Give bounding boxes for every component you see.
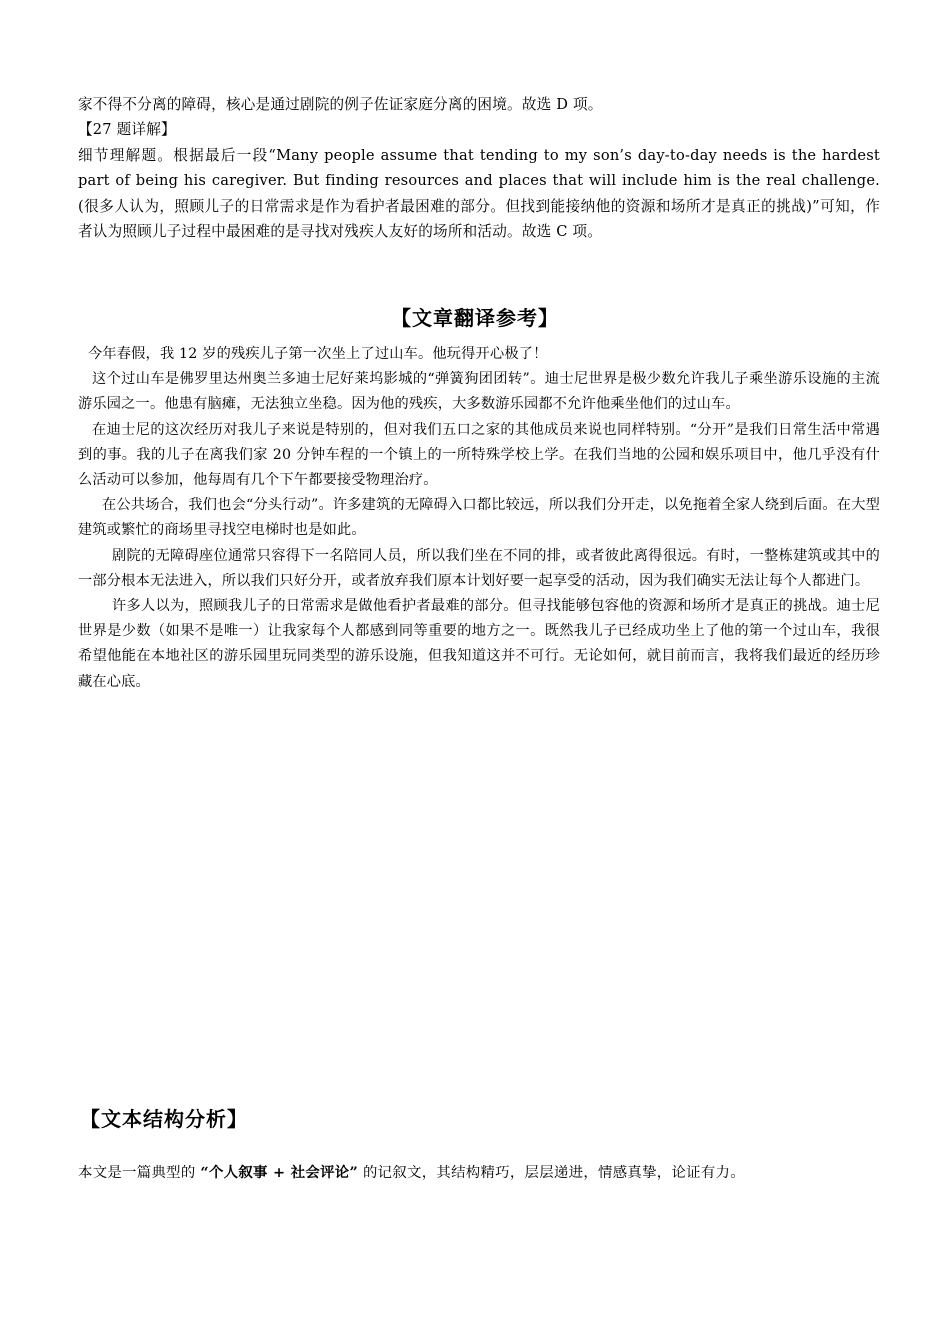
previous-answer-tail: 家不得不分离的障碍，核心是通过剧院的例子佐证家庭分离的困境。故选 D 项。 (78, 96, 603, 113)
translation-body (78, 342, 880, 695)
translation-title: 【文章翻译参考】 (391, 306, 559, 330)
translation-paragraph: 许多人以为，照顾我儿子的日常需求是做他看护者最难的部分。但寻找能够包容他的资源和场所才是真正的挑战。迪士尼世界是少数（如果不是唯一）让我家每个人都感到同等重要的地方之一。既然我儿子已经成功坐上了他的第一个过山车，我很希望他能在本地社区的游乐园里玩同类型的游乐设施，但我知道这并不可行。无论如何，就目前而言，我将我们最近的经历珍藏在心底。 (78, 598, 880, 690)
answer-explanation-section (78, 92, 880, 244)
translation-paragraph: 在公共场合，我们也会“分头行动”。许多建筑的无障碍入口都比较远，所以我们分开走，以免拖着全家人绕到后面。在大型建筑或繁忙的商场里寻找空电梯时也是如此。 (78, 497, 880, 539)
structure-text-emphasis: “个人叙事 + 社会评论” (200, 1164, 359, 1181)
translation-paragraph: 这个过山车是佛罗里达州奥兰多迪士尼好莱坞影城的“弹簧狗团团转”。迪士尼世界是极少数允许我儿子乘坐游乐设施的主流游乐园之一。他患有脑瘫，无法独立坐稳。因为他的残疾，大多数游乐园都不允许他乘坐他们的过山车。 (78, 371, 880, 413)
structure-analysis-text (78, 1160, 880, 1186)
translation-paragraph: 剧院的无障碍座位通常只容得下一名陪同人员，所以我们坐在不同的排，或者彼此离得很远。有时，一整栋建筑或其中的一部分根本无法进入，所以我们只好分开，或者放弃我们原本计划好要一起享受的活动，因为我们确实无法让每个人都进门。 (78, 547, 880, 589)
translation-paragraph: 今年春假，我 12 岁的残疾儿子第一次坐上了过山车。他玩得开心极了！ (88, 346, 548, 362)
structure-text-before: 本文是一篇典型的 (78, 1165, 201, 1181)
q27-heading: 【27 题详解】 (78, 121, 176, 139)
translation-paragraph: 在迪士尼的这次经历对我儿子来说是特别的，但对我们五口之家的其他成员来说也同样特别。“分开”是我们日常生活中常遇到的事。我的儿子在离我们家 20 分钟车程的一个镇上的一所特殊学校上学。在我们当地的公园和娱乐项目中，他几乎没有什么活动可以参加，他每周有几个下午都要接受物理治疗。 (78, 421, 880, 489)
structure-text-after: 的记叙文，其结构精巧，层层递进，情感真挚，论证有力。 (358, 1165, 745, 1181)
structure-analysis-title: 【文本结构分析】 (80, 1107, 248, 1131)
q27-explanation: 细节理解题。根据最后一段“Many people assume that tending to my son’s day-to-day needs is the hardest part of being his caregiver. But finding resources and places that will include him is the real challenge. (很多人认为，照顾儿子的日常需求是作为看护者最困难的部分。但找到能接纳他的资源和场所才是真正的挑战)”可知，作者认为照顾儿子过程中最困难的是寻找对残疾人友好的场所和活动。故选 C 项。 (78, 146, 880, 241)
